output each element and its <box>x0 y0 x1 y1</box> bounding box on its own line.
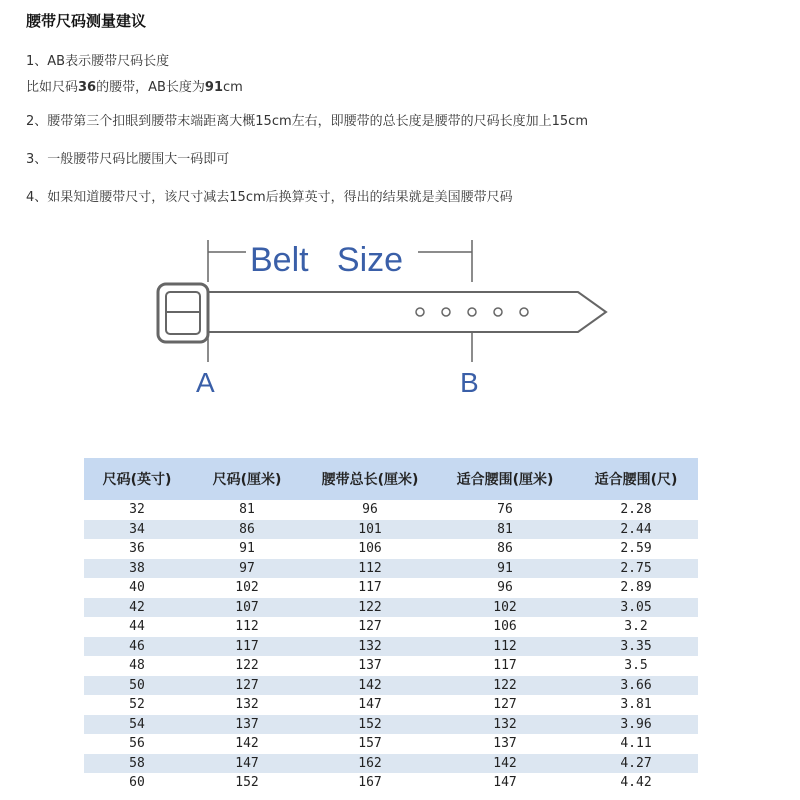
note-1-example <box>26 76 243 95</box>
belt-size-heading: Belt Size <box>250 241 404 279</box>
table-row <box>84 500 698 520</box>
table-cell: 117 <box>493 658 517 674</box>
table-cell: 48 <box>129 658 145 674</box>
table-cell: 122 <box>358 599 382 615</box>
note-1: 1、AB表示腰带尺码长度 <box>26 54 170 69</box>
table-cell: 3.81 <box>620 697 652 713</box>
table-cell: 112 <box>358 560 382 576</box>
table-cell: 142 <box>235 736 259 752</box>
table-cell: 127 <box>358 619 382 635</box>
table-cell: 2.75 <box>620 560 652 576</box>
table-row <box>84 754 698 774</box>
belt-hole-3 <box>468 308 476 316</box>
note-3: 3、一般腰带尺码比腰围大一码即可 <box>26 152 230 167</box>
table-cell: 50 <box>129 677 145 693</box>
note-1-example-middle: 的腰带，AB长度为 <box>96 80 205 95</box>
table-cell: 86 <box>239 521 255 537</box>
table-cell: 101 <box>358 521 382 537</box>
table-cell: 86 <box>497 541 513 557</box>
table-cell: 132 <box>235 697 259 713</box>
header-size-inch: 尺码(英寸) <box>102 472 172 488</box>
table-cell: 152 <box>358 716 382 732</box>
table-cell: 4.27 <box>620 755 652 771</box>
table-cell: 147 <box>358 697 382 713</box>
table-row <box>84 734 698 754</box>
table-cell: 117 <box>358 580 382 596</box>
table-row <box>84 539 698 559</box>
table-cell: 137 <box>493 736 517 752</box>
table-header-row <box>84 458 698 500</box>
note-1-example-size: 36 <box>78 80 97 95</box>
table-row <box>84 695 698 715</box>
table-row <box>84 520 698 540</box>
table-cell: 3.2 <box>624 619 648 635</box>
table-body <box>84 500 698 793</box>
marker-label-a: A <box>196 367 215 398</box>
table-cell: 107 <box>235 599 259 615</box>
table-cell: 52 <box>129 697 145 713</box>
table-cell: 122 <box>493 677 517 693</box>
table-cell: 147 <box>235 755 259 771</box>
table-cell: 3.66 <box>620 677 652 693</box>
table-cell: 132 <box>493 716 517 732</box>
table-cell: 3.05 <box>620 599 652 615</box>
belt-strap <box>208 292 606 332</box>
note-1-example-length: 91 <box>204 80 224 95</box>
table-cell: 132 <box>358 638 382 654</box>
table-cell: 81 <box>497 521 513 537</box>
table-row <box>84 715 698 735</box>
table-cell: 2.28 <box>620 502 652 518</box>
table-cell: 102 <box>493 599 517 615</box>
table-cell: 2.59 <box>620 541 652 557</box>
table-cell: 127 <box>493 697 517 713</box>
note-4: 4、如果知道腰带尺寸，该尺寸减去15cm后换算英寸，得出的结果就是美国腰带尺码 <box>26 190 513 205</box>
table-cell: 4.42 <box>620 775 652 791</box>
table-cell: 96 <box>362 502 378 518</box>
table-cell: 3.5 <box>624 658 648 674</box>
table-cell: 102 <box>235 580 259 596</box>
table-cell: 56 <box>129 736 145 752</box>
table-cell: 38 <box>129 560 145 576</box>
table-cell: 97 <box>239 560 255 576</box>
table-cell: 152 <box>235 775 259 791</box>
belt-size-table <box>84 458 698 793</box>
table-cell: 96 <box>497 580 513 596</box>
table-row <box>84 559 698 579</box>
note-1-example-unit: cm <box>223 80 243 95</box>
table-row <box>84 656 698 676</box>
table-cell: 60 <box>129 775 145 791</box>
table-row <box>84 617 698 637</box>
table-cell: 167 <box>358 775 382 791</box>
table-cell: 127 <box>235 677 259 693</box>
belt-hole-1 <box>416 308 424 316</box>
table-row <box>84 598 698 618</box>
table-row <box>84 637 698 657</box>
note-1-example-prefix: 比如尺码 <box>26 80 79 95</box>
table-cell: 2.44 <box>620 521 652 537</box>
table-cell: 147 <box>493 775 517 791</box>
header-size-cm: 尺码(厘米) <box>212 472 282 488</box>
table-row <box>84 578 698 598</box>
belt-hole-2 <box>442 308 450 316</box>
header-total-length: 腰带总长(厘米) <box>321 472 419 488</box>
table-cell: 42 <box>129 599 145 615</box>
header-waist-cm: 适合腰围(厘米) <box>456 472 554 488</box>
table-cell: 162 <box>358 755 382 771</box>
table-cell: 157 <box>358 736 382 752</box>
table-cell: 44 <box>129 619 145 635</box>
table-cell: 112 <box>493 638 517 654</box>
belt-size-diagram <box>138 222 698 408</box>
belt-hole-5 <box>520 308 528 316</box>
table-cell: 106 <box>358 541 382 557</box>
table-cell: 4.11 <box>620 736 652 752</box>
table-cell: 2.89 <box>620 580 652 596</box>
table-cell: 76 <box>497 502 513 518</box>
table-cell: 58 <box>129 755 145 771</box>
size-table-container <box>84 458 698 793</box>
table-cell: 137 <box>358 658 382 674</box>
table-cell: 54 <box>129 716 145 732</box>
table-cell: 36 <box>129 541 145 557</box>
table-cell: 142 <box>493 755 517 771</box>
table-cell: 34 <box>129 521 145 537</box>
table-cell: 3.96 <box>620 716 652 732</box>
header-waist-chi: 适合腰围(尺) <box>594 472 678 488</box>
page-title: 腰带尺码测量建议 <box>26 12 147 30</box>
table-cell: 32 <box>129 502 145 518</box>
table-cell: 81 <box>239 502 255 518</box>
table-row <box>84 773 698 793</box>
marker-label-b: B <box>460 367 479 398</box>
table-cell: 3.35 <box>620 638 652 654</box>
table-cell: 91 <box>239 541 255 557</box>
note-2: 2、腰带第三个扣眼到腰带末端距离大概15cm左右，即腰带的总长度是腰带的尺码长度加上15cm <box>26 114 588 129</box>
table-cell: 46 <box>129 638 145 654</box>
table-cell: 137 <box>235 716 259 732</box>
table-cell: 112 <box>235 619 259 635</box>
table-cell: 91 <box>497 560 513 576</box>
belt-hole-4 <box>494 308 502 316</box>
table-cell: 106 <box>493 619 517 635</box>
table-cell: 117 <box>235 638 259 654</box>
table-cell: 40 <box>129 580 145 596</box>
table-row <box>84 676 698 696</box>
table-cell: 122 <box>235 658 259 674</box>
table-cell: 142 <box>358 677 382 693</box>
